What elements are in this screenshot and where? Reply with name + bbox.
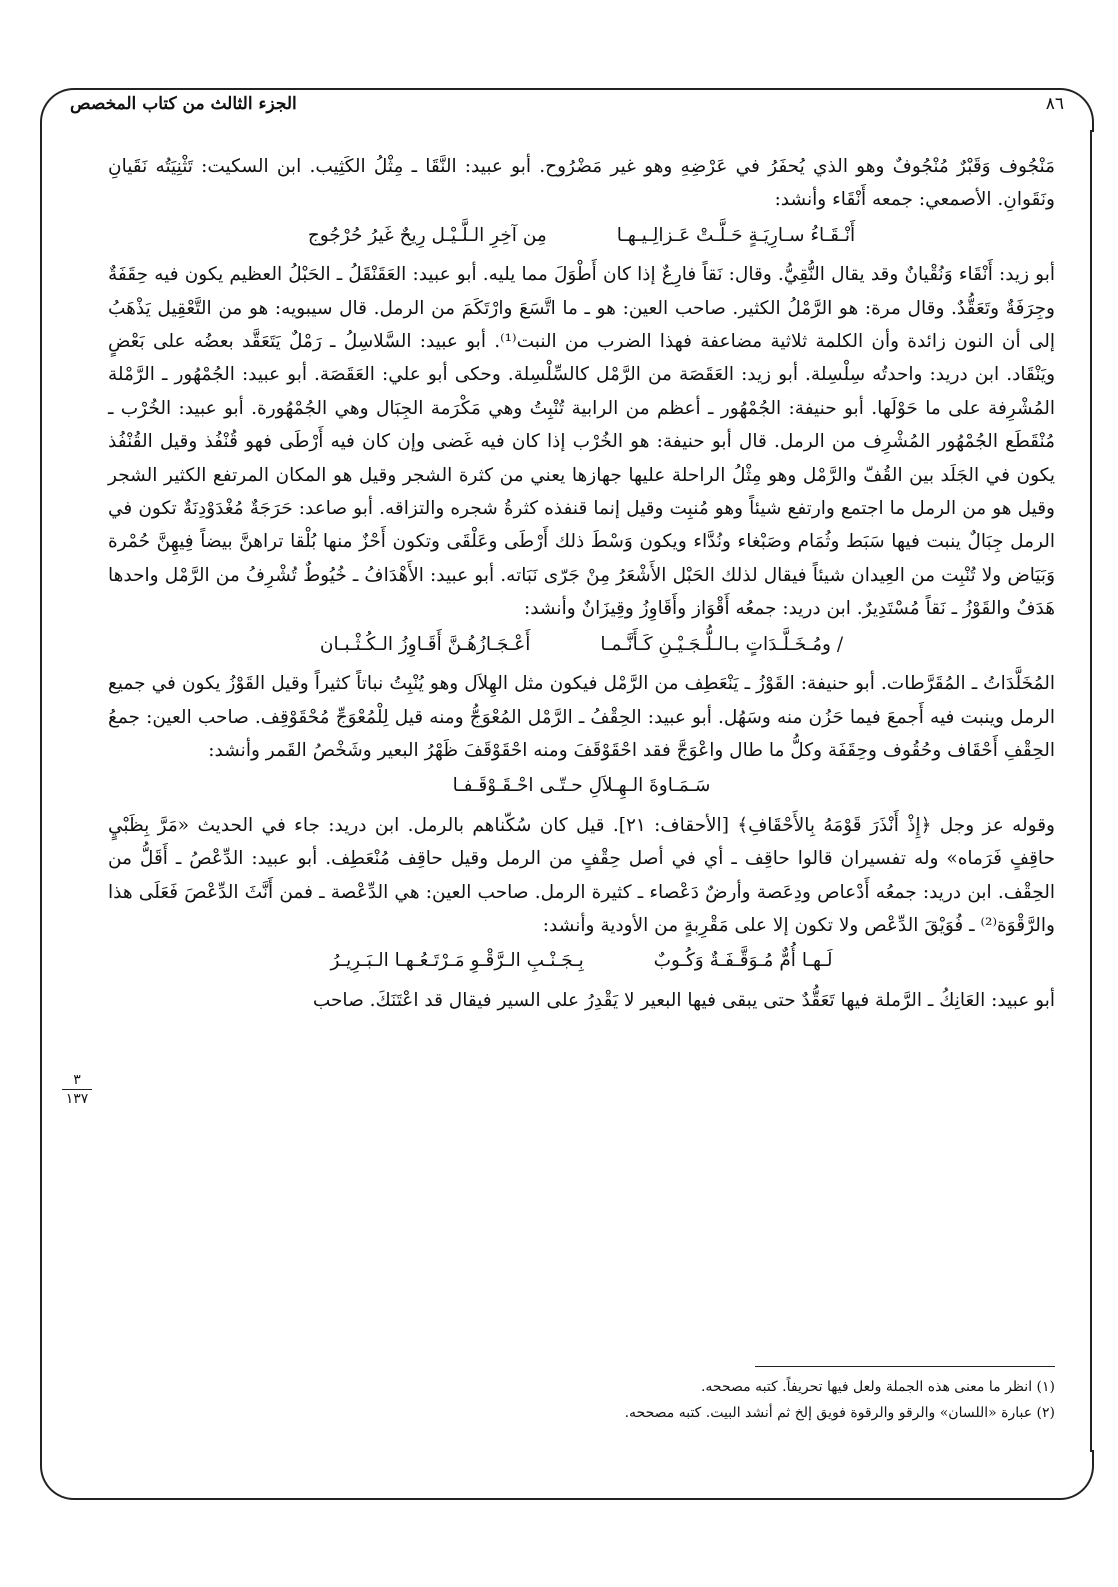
running-header-title: الجزء الثالث من كتاب المخصص xyxy=(70,94,297,114)
footnote-separator xyxy=(755,1366,1055,1367)
paragraph: المُخَلَّدَاتُ ـ المُقَرَّطات. أبو حنيفة: القَوْزُ ـ يَنْعَطِف من الرَّمْل فيكون مثل الهِلاَل وهو يُنْبِتُ نباتاً كثيراً وقيل القَوْزُ يكون في جميع الرمل وينبت فيه أَجمعَ فيما حَزُن منه وسَهُل. أبو عبيد: الحِقْفُ ـ الرَّمْل المُعْوَجُّ ومنه قيل لِلْمُعْوَجِّ مُحْقَوْقِف. صاحب العين: جمعُ الحِقْفِ أَحْقَاف وحُقُوف وحِقَفَة وكلُّ ما طال واعْوَجَّ فقد احْقَوْقَفَ ومنه احْقَوْقَفَ ظَهْرُ البعير وشَخْصُ القَمر وأنشد: xyxy=(108,673,1055,761)
verse-second-hemistich: بِـجَـنْـبِ الـرَّقْـوِ مَـرْتَـعُـهـا الـبَـرِيـرُ xyxy=(330,950,584,972)
verse-second-hemistich: أَعْـجَـازُهُـنَّ أَقَـاوِزُ الـكُـثْـبـان xyxy=(319,633,531,655)
verse-second-hemistich: مِن آخِرِ الـلَّـيْـل رِيحٌ غَيرُ حُرْجُوج xyxy=(307,224,547,246)
poetry-verse xyxy=(108,219,1055,252)
verse-first-hemistich: / ومُـخَـلَّـدَاتٍ بـالـلُّـجَـيْـنِ كَـأَنَّـمـا xyxy=(600,633,844,655)
verse-first-hemistich: أَنْـقَـاءُ سـارِيَـةٍ حَـلَّـتْ عَـزالِـيـهـا xyxy=(616,224,856,246)
verse-first-hemistich: لَـهـا أُمٌّ مُـوَقَّـفَـةٌ وَكُـوبٌ xyxy=(653,950,833,972)
poetry-verse xyxy=(108,769,1055,802)
footnotes xyxy=(108,1374,1055,1426)
margin-reference xyxy=(62,1072,92,1107)
page-frame-left xyxy=(40,130,42,1452)
margin-reference-divider xyxy=(62,1089,92,1090)
page-number: ٨٦ xyxy=(1045,94,1064,114)
main-text xyxy=(108,150,1055,1017)
poetry-verse xyxy=(108,628,1055,661)
verse-single-line: سَـمَـاوةَ الـهِـلاَلِ حـتّـى احْـقَـوْقَـفـا xyxy=(452,775,711,797)
footnote-1: (١) انظر ما معنى هذه الجملة ولعل فيها تحريفاً. كتبه مصححه. xyxy=(700,1379,1055,1395)
footnote-2: (٢) عبارة «اللسان» والرقو والرقوة فويق إلخ ثم أنشد البيت. كتبه مصححه. xyxy=(624,1405,1055,1421)
poetry-verse xyxy=(108,944,1055,977)
paragraph: وقوله عز وجل ﴿إِذْ أَنْذَرَ قَوْمَهُ بِالأَحْقَافِ﴾ [الأحقاف: ٢١]. قيل كان سُكّناهم بالرمل. ابن دريد: جاء في الحديث «مَرَّ بِظَبْيٍ حاقِفٍ فَرَماه» وله تفسيران قالوا حاقِف ـ أي في أصل حِقْفٍ من الرمل وقيل حاقِف مُنْعَطِف. أبو عبيد: الدِّعْصُ ـ أَقَلُّ من الحِقْف. ابن دريد: جمعُه أَدْعاص ودِعَصة وأرضٌ دَعْصاء ـ كثيرة الرمل. صاحب العين: هي الدِّعْصة ـ فمن أَنَّثَ الدِّعْصَ فَعَلَى هذا والرَّقْوَة⁽²⁾ ـ فُوَيْقَ الدِّعْص ولا تكون إلا على مَقْرِبةٍ من الأودية وأنشد: xyxy=(108,814,1055,936)
paragraph: مَنْجُوف وَقَبْرٌ مُنْجُوفٌ وهو الذي يُحفَرُ في عَرْضِهِ وهو غير مَضْرُوح. أبو عبيد: النَّقَا ـ مِثْلُ الكَثِيب. ابن السكيت: تَثْنِيَتُه نَقَيانِ ونَقَوانِ. الأصمعي: جمعه أَنْقَاء وأنشد: xyxy=(108,156,1055,211)
margin-reference-page: ١٣٧ xyxy=(65,1091,89,1107)
margin-reference-volume: ٣ xyxy=(73,1072,81,1088)
page-frame-bottom xyxy=(40,1450,1094,1500)
paragraph: أبو عبيد: العَانِكُ ـ الرَّملة فيها تَعَقُّدٌ حتى يبقى فيها البعير لا يَقْدِرُ على السير فيقال قد اعْتَنَكَ. صاحب xyxy=(312,989,1055,1011)
paragraph: أبو زيد: أَنْقَاء وَنُقْيانٌ وقد يقال النُّقِيُّ. وقال: نَقاً فارِعٌ إذا كان أَطْوَلَ مما يليه. أبو عبيد: العَقَنْقَلُ ـ الحَبْلُ العظيم يكون فيه حِقَفَةٌ وجِرَفَةٌ وتَعَقُّدٌ. وقال مرة: هو الرَّمْلُ الكثير. صاحب العين: هو ـ ما اتَّسَعَ وارْتَكَمَ من الرمل. قال سيبويه: هو من التَّعْقِيل يَذْهَبُ إلى أن النون زائدة وأن الكلمة ثلاثية مضاعفة فهذا الضرب من النبت⁽¹⁾. أبو عبيد: السَّلاسِلُ ـ رَمْلٌ يَتَعَقَّد بعضُه على بَعْضٍ ويَنْقَاد. ابن دريد: واحدتُه سِلْسِلة. أبو زيد: العَقَصَة من الرَّمْل كالسِّلْسِلة. وحكى أبو علي: العَقَصَة. أبو عبيد: الجُمْهُور ـ الرَّمْلة المُشْرِفة على ما حَوْلَها. أبو حنيفة: الجُمْهُور ـ أعظم من الرابية تُنْبِتُ وهي مَكْرَمة الجِبَال وهي الجُمْهُورة. أبو عبيد: الخُرْب ـ مُنْقَطَع الجُمْهُور المُشْرِف من الرمل. قال أبو حنيفة: هو الخُرْب إذا كان فيه غَضى وإن كان فيه أَرْطَى فهو قُنْفُذ وقيل القُنْفُذ يكون في الجَلَد بين القُفّ والرَّمْل وهو مِثْلُ الراحلة عليها جهازها يعني من كثرة الشجر وقيل هو المكان المرتفع الكثير الشجر وقيل هو من الرمل ما اجتمع وارتفع شيئاً وهو مُنبِت وقيل إنما قنفذه كثرةُ شجره والتزاقه. أبو صاعد: حَرَجَةٌ مُغْدَوْدِنَةٌ تكون في الرمل جِبَالٌ ينبت فيها سَبَط وثُمَام وصَبْغاء ونُدَّاء ويكون وَسْطَ ذلك أَرْطَى وعَلْقَى وتكون أَحْزٌ منها بُلْقا تراهنَّ بيضاً فِيهِنَّ حُمْرة وَبَيَاض ولا تُنْبِت من العِيدان شيئاً فيقال لذلك الحَبْل الأَشْعَرُ مِنْ جَرّى نَبَاته. أبو عبيد: الأَهْدَافُ ـ خُيُوطٌ تُشْرِفُ من الرَّمْل واحدها هَدَفٌ والقَوْزُ ـ نَقاً مُسْتَدِيرٌ. ابن دريد: جمعُه أَقْوَاز وأَقَاوِزُ وقِيزَانٌ وأنشد: xyxy=(108,264,1056,620)
page-frame-right xyxy=(1090,130,1092,1452)
